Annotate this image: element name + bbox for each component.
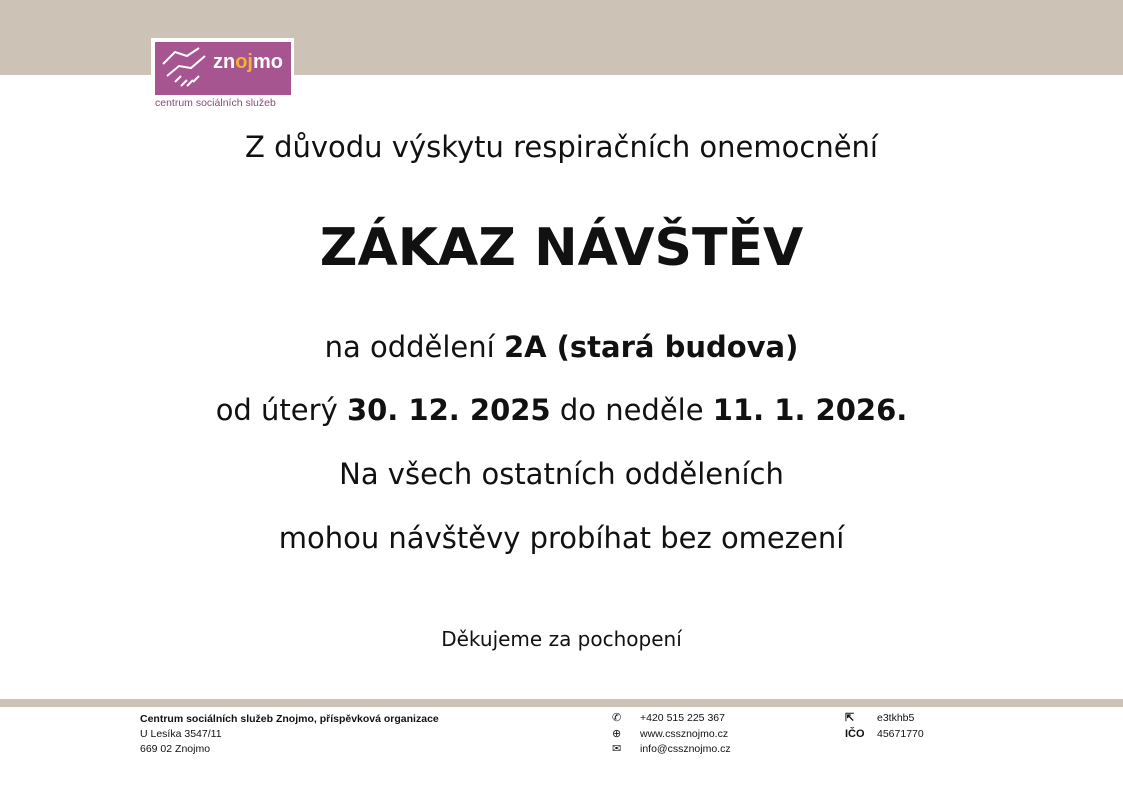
phone[interactable]: +420 515 225 367 — [640, 712, 725, 725]
footer-ids — [845, 711, 924, 742]
other-depts-line-1: Na všech ostatních odděleních — [339, 457, 784, 491]
databox-icon: ⇱ — [845, 712, 855, 725]
footer-address — [140, 712, 439, 757]
city: 669 02 Znojmo — [140, 743, 211, 755]
phone-icon: ✆ — [612, 712, 622, 725]
envelope-icon: ✉ — [612, 743, 622, 756]
handshake-icon — [161, 46, 209, 90]
logo — [151, 38, 294, 112]
org-name: Centrum sociálních služeb Znojmo, příspěvková organizace — [140, 713, 439, 725]
logo-subtitle: centrum sociálních služeb — [155, 97, 276, 109]
footer-band — [0, 699, 1123, 707]
street: U Lesíka 3547/11 — [140, 728, 222, 740]
databox-id: e3tkhb5 — [877, 712, 915, 725]
department-line: na oddělení 2A (stará budova) — [324, 330, 799, 364]
ico-value: 45671770 — [877, 727, 924, 740]
ico-label: IČO — [845, 727, 865, 740]
headline: ZÁKAZ NÁVŠTĚV — [319, 218, 804, 278]
email-link[interactable]: info@cssznojmo.cz — [640, 743, 731, 756]
date-range-line: od úterý 30. 12. 2025 do neděle 11. 1. 2026. — [215, 393, 908, 427]
footer-contacts — [612, 711, 731, 758]
other-depts-line-2: mohou návštěvy probíhat bez omezení — [278, 521, 845, 555]
website-link[interactable]: www.cssznojmo.cz — [640, 727, 729, 740]
intro-text: Z důvodu výskytu respiračních onemocnění — [245, 130, 878, 164]
globe-icon: ⊕ — [612, 727, 622, 740]
thanks-text: Děkujeme za pochopení — [441, 627, 682, 651]
logo-brand: znojmo — [213, 51, 283, 73]
